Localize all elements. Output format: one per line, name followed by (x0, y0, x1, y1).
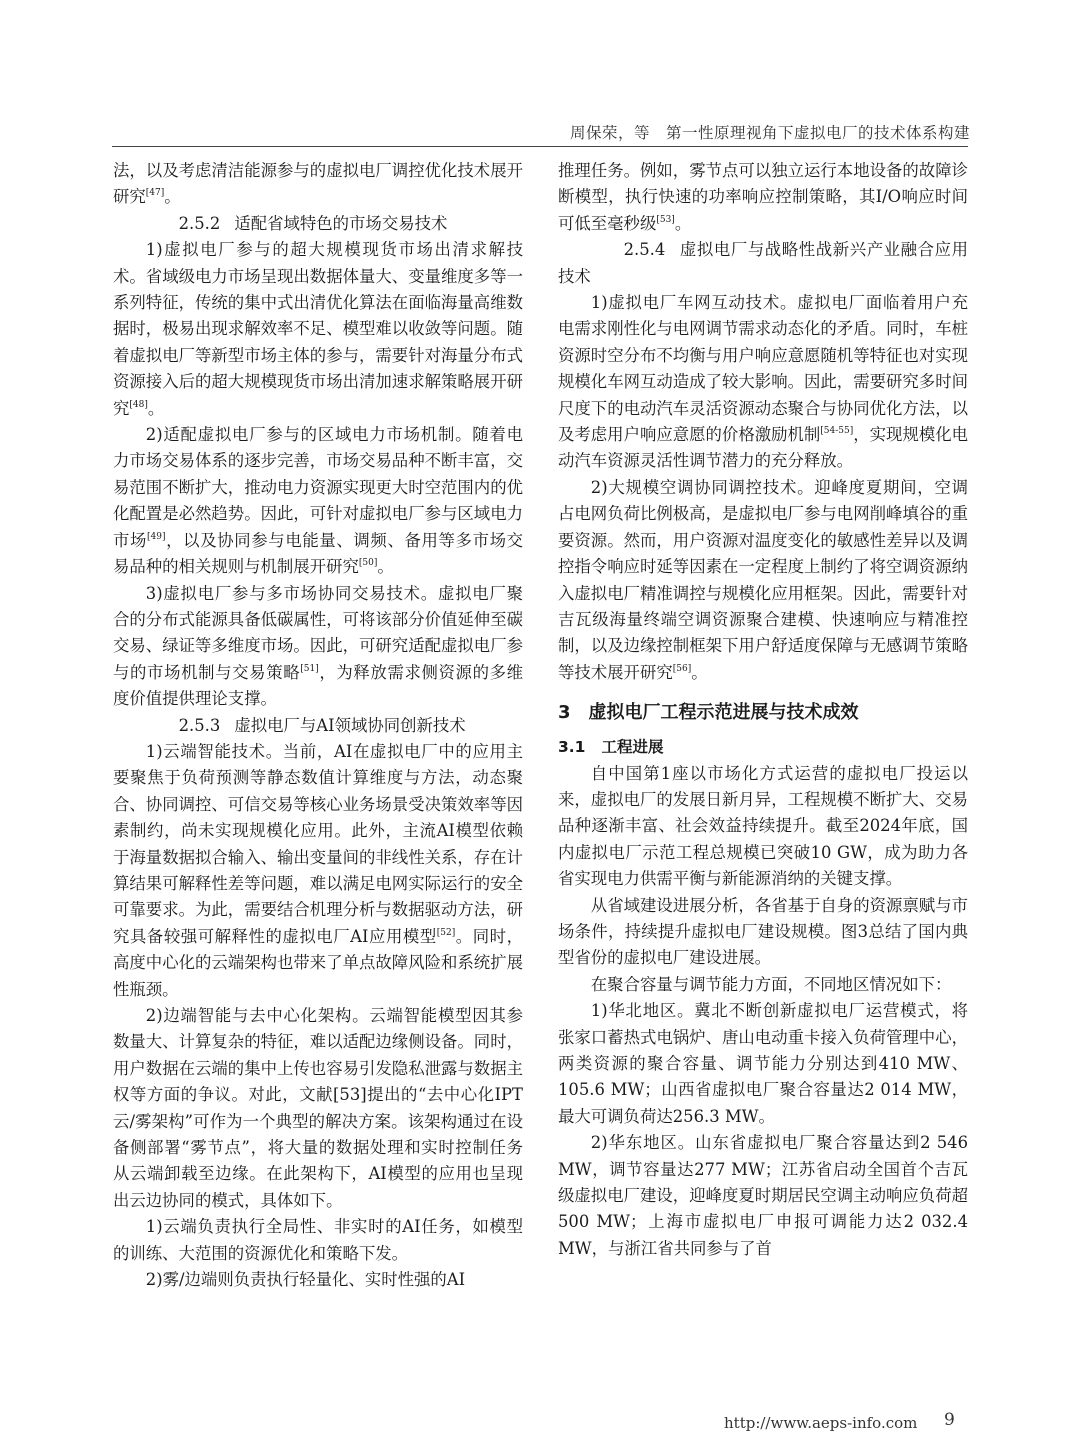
section-heading-3-1: 3.1 工程进展 (558, 738, 664, 757)
citation: [48] (129, 399, 148, 410)
paragraph: 在聚合容量与调节能力方面，不同地区情况如下： (590, 974, 952, 994)
page-number: 9 (944, 1410, 955, 1430)
paragraph: 1)云端智能技术。当前，AI在虚拟电厂中的应用主要聚焦于负荷预测等静态数值计算维度与方法，动态聚合、协同调控、可信交易等核心业务场景受决策效率等因素制约，尚未实现规模化应用。此外，主流AI模型依赖于海量数据拟合输入、输出变量间的非线性关系，存在计算结果可解释性差等问题，难以满足电网实际运行的安全可靠要求。为此，需要结合机理分析与数据驱动方法，研究具备较强可解释性的虚拟电厂AI应用模型[52]。同时，高度中心化的云端架构也带来了单点故障风险和系统扩展性瓶颈。 (113, 741, 524, 999)
citation: [52] (436, 927, 456, 938)
paragraph: 2)适配虚拟电厂参与的区域电力市场机制。随着电力市场交易体系的逐步完善，市场交易品种不断丰富，交易范围不断扩大，推动电力资源实现更大时空范围内的优化配置是必然趋势。因此，可针对虚拟电厂参与区域电力市场[49]，以及协同参与电能量、调频、备用等多市场交易品种的相关规则与机制展开研究[50]。 (113, 425, 524, 577)
citation: [47] (145, 188, 165, 199)
citation: [54-55] (820, 426, 854, 437)
paragraph: 2)大规模空调协同调控技术。迎峰度夏期间，空调占电网负荷比例极高，是虚拟电厂参与电网削峰填谷的重要资源。然而，用户资源对温度变化的敏感性差异以及调控指令响应时延等因素在一定程度上制约了将空调资源纳入虚拟电厂精准调控与规模化应用框架。因此，需要针对吉瓦级海量终端空调资源聚合建模、快速响应与精准控制，以及边缘控制框架下用户舒适度保障与无感调节策略等技术展开研究[56]。 (558, 477, 968, 682)
paragraph: 自中国第1座以市场化方式运营的虚拟电厂投运以来，虚拟电厂的发展日新月异，工程规模不断扩大、交易品种逐渐丰富、社会效益持续提升。截至2024年底，国内虚拟电厂示范工程总规模已突破10 GW，成为助力各省实现电力供需平衡与新能源消纳的关键支撑。 (558, 763, 968, 889)
citation: [49] (147, 531, 166, 542)
paragraph: 1)虚拟电厂参与的超大规模现货市场出清求解技术。省域级电力市场呈现出数据体量大、变量维度多等一系列特征，传统的集中式出清优化算法在面临海量高维数据时，极易出现求解效率不足、模型难以收敛等问题。随着虚拟电厂等新型市场主体的参与，需要针对海量分布式资源接入后的超大规模现货市场出清加速求解策略展开研究[48]。 (113, 240, 523, 418)
paragraph: 2)边端智能与去中心化架构。云端智能模型因其参数量大、计算复杂的特征，难以适配边缘侧设备。同时，用户数据在云端的集中上传也容易引发隐私泄露与数据主权等方面的争议。对此，文献[53]提出的“去中心化IPT云/雾架构”可作为一个典型的解决方案。该架构通过在设备侧部署“雾节点”，将大量的数据处理和实时控制任务从云端卸载至边缘。在此架构下，AI模型的应用也呈现出云边协同的模式，具体如下。 (113, 1006, 523, 1210)
paragraph-continuation: 法，以及考虑清洁能源参与的虚拟电厂调控优化技术展开研究[47]。 (113, 161, 523, 207)
chapter-heading-3: 3 虚拟电厂工程示范进展与技术成效 (558, 702, 859, 724)
citation: [50] (358, 558, 378, 569)
paragraph: 从省域建设进展分析，各省基于自身的资源禀赋与市场条件，持续提升虚拟电厂建设规模。图3总结了国内典型省份的虚拟电厂建设进展。 (558, 895, 968, 968)
paragraph: 1)华北地区。冀北不断创新虚拟电厂运营模式，将张家口蓄热式电锅炉、唐山电动重卡接入负荷管理中心，两类资源的聚合容量、调节能力分别达到410 MW、105.6 MW；山西省虚拟电厂聚合容量达2 014 MW，最大可调负荷达256.3 MW。 (558, 1001, 968, 1126)
section-heading-2-5-4: 2.5.4 虚拟电厂与战略性战新兴产业融合应用技术 (558, 240, 968, 286)
citation: [53] (656, 214, 675, 225)
paragraph: 2)雾/边端则负责执行轻量化、实时性强的AI (145, 1270, 466, 1290)
citation: [56] (672, 663, 692, 674)
paragraph: 2)华东地区。山东省虚拟电厂聚合容量达到2 546 MW，调节容量达277 MW；江苏省启动全国首个吉瓦级虚拟电厂建设，迎峰度夏时期居民空调主动响应负荷超500 MW；上海市虚拟电厂申报可调能力达2 032.4 MW，与浙江省共同参与了首 (558, 1133, 968, 1258)
running-head: 周保荣，等 第一性原理视角下虚拟电厂的技术体系构建 (569, 124, 970, 142)
left-column (113, 158, 523, 1293)
paragraph: 1)云端负责执行全局性、非实时的AI任务，如模型的训练、大范围的资源优化和策略下发。 (113, 1217, 523, 1263)
section-heading-2-5-3: 2.5.3 虚拟电厂与AI领域协同创新技术 (178, 715, 466, 735)
section-heading-2-5-2: 2.5.2 适配省域特色的市场交易技术 (178, 213, 448, 233)
right-column (558, 158, 968, 1262)
citation: [51] (300, 663, 319, 674)
paragraph: 3)虚拟电厂参与多市场协同交易技术。虚拟电厂聚合的分布式能源具备低碳属性，可将该部分价值延伸至碳交易、绿证等多维度市场。因此，可研究适配虚拟电厂参与的市场机制与交易策略[51]，为释放需求侧资源的多维度价值提供理论支撑。 (113, 583, 524, 709)
header-rule (112, 146, 968, 147)
paragraph: 1)虚拟电厂车网互动技术。虚拟电厂面临着用户充电需求刚性化与电网调节需求动态化的矛盾。同时，车桩资源时空分布不均衡与用户响应意愿随机等特征也对实现规模化车网互动造成了较大影响。因此，需要研究多时间尺度下的电动汽车灵活资源动态聚合与协同优化方法，以及考虑用户响应意愿的价格激励机制[54-55]，实现规模化电动汽车资源灵活性调节潜力的充分释放。 (558, 293, 969, 471)
paragraph-continuation: 推理任务。例如，雾节点可以独立运行本地设备的故障诊断模型，执行快速的功率响应控制策略，其I/O响应时间可低至毫秒级[53]。 (558, 161, 968, 233)
journal-url[interactable]: http://www.aeps-info.com (724, 1414, 918, 1432)
